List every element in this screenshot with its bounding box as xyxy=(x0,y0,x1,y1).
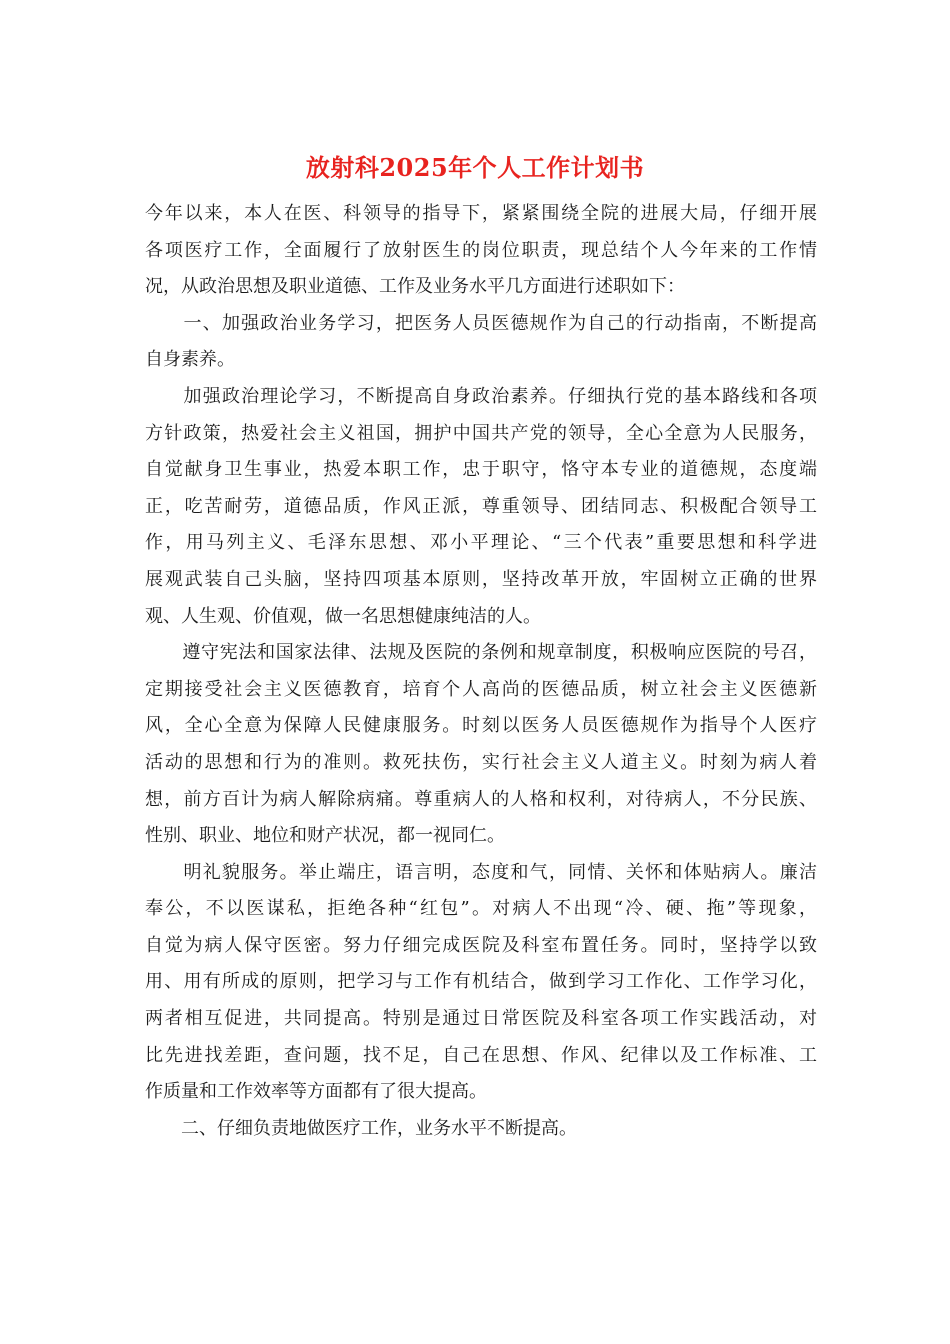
text-line: 观、人生观、价值观，做一名思想健康纯洁的人。 xyxy=(145,605,541,627)
text-line: 奉公，不以医谋私，拒绝各种“红包”。对病人不出现“冷、硬、拖”等现象， xyxy=(145,898,817,920)
text-line: 两者相互促进，共同提高。特别是通过日常医院及科室各项工作实践活动，对 xyxy=(145,1008,817,1030)
text-line: 展观武装自己头脑，坚持四项基本原则，坚持改革开放，牢固树立正确的世界 xyxy=(145,568,817,590)
text-line: 想，前方百计为病人解除病痛。尊重病人的人格和权利，对待病人，不分民族、 xyxy=(145,788,817,810)
text-line: 一、加强政治业务学习，把医务人员医德规作为自己的行动指南，不断提高 xyxy=(145,312,817,334)
text-line: 比先进找差距，查问题，找不足，自己在思想、作风、纪律以及工作标准、工 xyxy=(145,1044,817,1066)
document-title: 放射科2025年个人工作计划书 xyxy=(305,153,645,182)
text-line: 况，从政治思想及职业道德、工作及业务水平几方面进行述职如下： xyxy=(145,276,685,298)
text-line: 自觉献身卫生事业，热爱本职工作，忠于职守，恪守本专业的道德规，态度端 xyxy=(145,459,817,481)
text-line: 定期接受社会主义医德教育，培育个人高尚的医德品质，树立社会主义医德新 xyxy=(145,678,817,700)
text-line: 自身素养。 xyxy=(145,349,235,371)
text-line: 用、用有所成的原则，把学习与工作有机结合，做到学习工作化、工作学习化， xyxy=(145,971,817,993)
text-line: 加强政治理论学习，不断提高自身政治素养。仔细执行党的基本路线和各项 xyxy=(145,385,817,407)
text-line: 今年以来，本人在医、科领导的指导下，紧紧围绕全院的进展大局，仔细开展 xyxy=(145,203,817,224)
text-line: 明礼貌服务。举止端庄，语言明，态度和气，同情、关怀和体贴病人。廉洁 xyxy=(145,861,817,883)
text-line: 二、仔细负责地做医疗工作，业务水平不断提高。 xyxy=(145,1117,577,1139)
text-line: 方针政策，热爱社会主义祖国，拥护中国共产党的领导，全心全意为人民服务， xyxy=(145,422,817,444)
text-line: 作质量和工作效率等方面都有了很大提高。 xyxy=(145,1081,487,1103)
text-line: 遵守宪法和国家法律、法规及医院的条例和规章制度，积极响应医院的号召， xyxy=(145,642,817,664)
document-body xyxy=(145,196,817,1147)
text-line: 活动的思想和行为的准则。救死扶伤，实行社会主义人道主义。时刻为病人着 xyxy=(145,751,817,773)
text-line: 性别、职业、地位和财产状况，都一视同仁。 xyxy=(145,825,505,847)
text-line: 风，全心全意为保障人民健康服务。时刻以医务人员医德规作为指导个人医疗 xyxy=(145,715,817,737)
text-line: 正，吃苦耐劳，道德品质，作风正派，尊重领导、团结同志、积极配合领导工 xyxy=(145,495,817,517)
text-line: 各项医疗工作，全面履行了放射医生的岗位职责，现总结个人今年来的工作情 xyxy=(145,239,817,261)
text-line: 自觉为病人保守医密。努力仔细完成医院及科室布置任务。同时，坚持学以致 xyxy=(145,934,817,956)
text-line: 作，用马列主义、毛泽东思想、邓小平理论、“三个代表”重要思想和科学进 xyxy=(145,532,817,554)
